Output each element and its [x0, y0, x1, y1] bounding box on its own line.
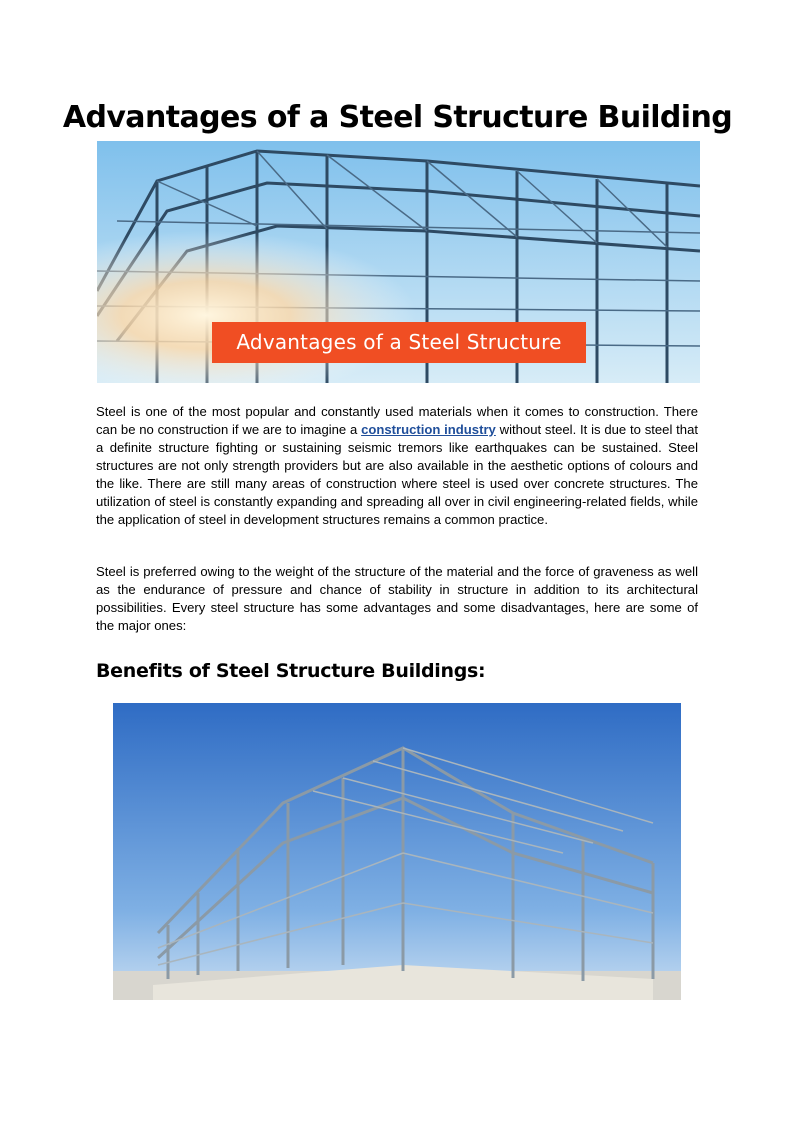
- steel-building-illustration: [113, 703, 681, 1000]
- intro-text-end: without steel. It is due to steel that a definite structure fighting or sustaining seismic tremors like earthquakes can be sustained. Steel structures are not only strength providers but are also available in the aesthetic options of colours and the like. There are still many areas of construction where steel is used over concrete structures. The utilization of steel is constantly expanding and spreading all over in civil engineering-related fields, while the application of steel in development structures remains a common practice.: [96, 422, 698, 527]
- intro-text-start: Steel is one of the most popular and constantly used materials when it comes to construction. There can be no construction if we are to imagine a: [96, 404, 698, 437]
- benefits-heading: Benefits of Steel Structure Buildings:: [96, 660, 486, 682]
- page-title: Advantages of a Steel Structure Building: [62, 100, 733, 135]
- hero-image: [97, 141, 700, 383]
- construction-industry-link[interactable]: construction industry: [361, 422, 496, 437]
- intro-paragraph: [96, 403, 698, 529]
- steel-building-photo: [113, 703, 681, 1000]
- second-paragraph: Steel is preferred owing to the weight of the structure of the material and the force of graveness as well as the endurance of pressure and chance of stability in structure in addition to its architectural possibilities. Every steel structure has some advantages and some disadvantages, here are some of the major ones:: [96, 564, 698, 633]
- hero-banner: Advantages of a Steel Structure: [212, 322, 586, 363]
